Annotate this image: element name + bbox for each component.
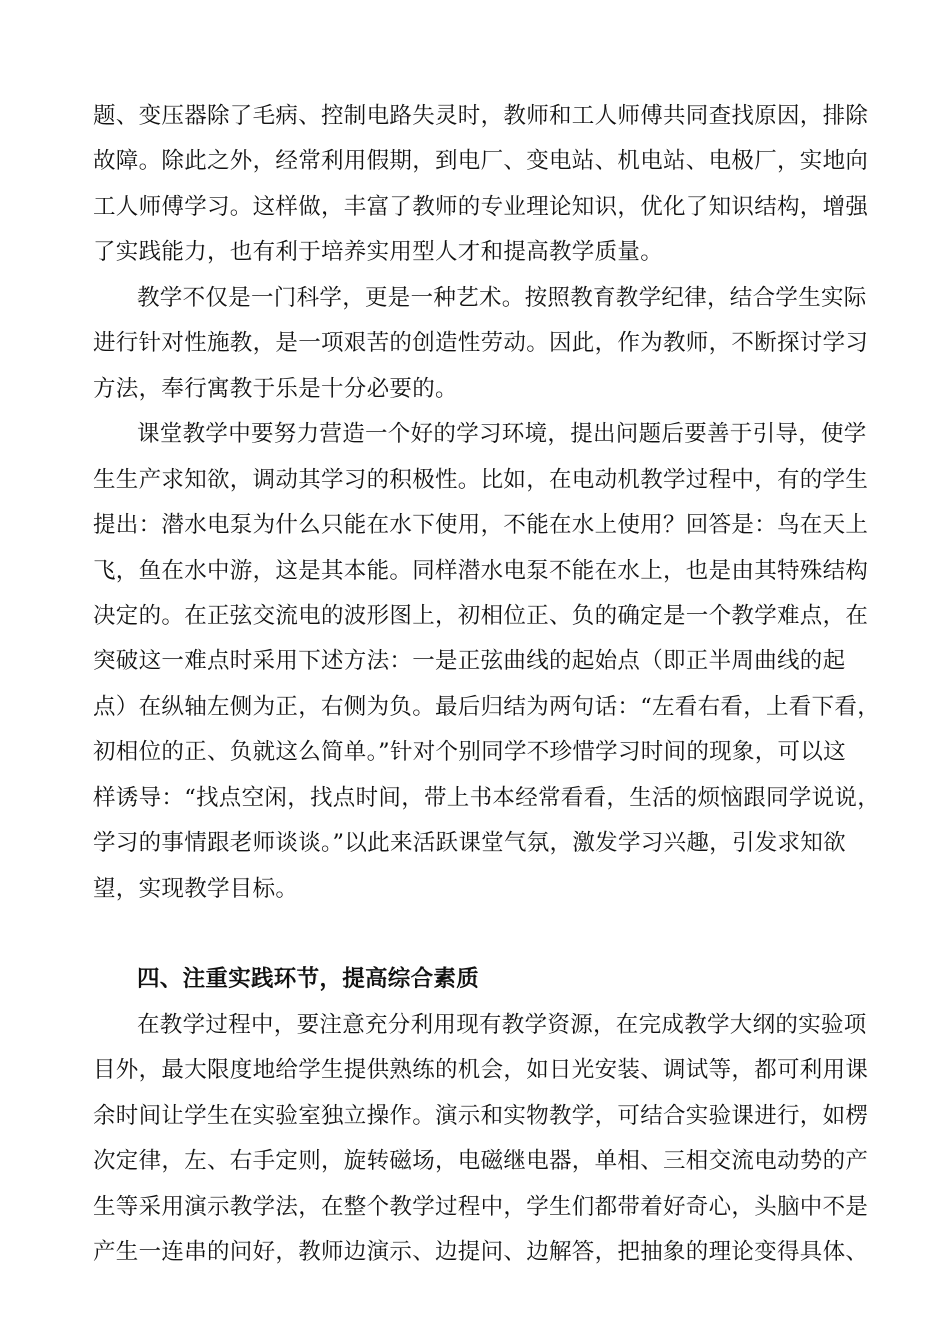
text-line: 飞，鱼在水中游，这是其本能。同样潜水电泵不能在水上，也是由其特殊结构	[93, 558, 869, 584]
text-line: 进行针对性施教，是一项艰苦的创造性劳动。因此，作为教师，不断探讨学习	[93, 330, 869, 356]
text-line: 次定律，左、右手定则，旋转磁场，电磁继电器，单相、三相交流电动势的产	[93, 1148, 869, 1174]
text-line: 突破这一难点时采用下述方法：一是正弦曲线的起始点（即正半周曲线的起	[93, 648, 846, 674]
paragraph-first-line: 教学不仅是一门科学，更是一种艺术。按照教育教学纪律，结合学生实际	[137, 285, 867, 311]
text-line: 余时间让学生在实验室独立操作。演示和实物教学，可结合实验课进行，如楞	[93, 1103, 869, 1129]
text-line: 产生一连串的问好，教师边演示、边提问、边解答，把抽象的理论变得具体、	[93, 1239, 869, 1265]
text-line: 目外，最大限度地给学生提供熟练的机会，如日光安装、调试等，都可利用课	[93, 1057, 869, 1083]
text-line: 提出：潜水电泵为什么只能在水下使用，不能在水上使用？回答是：鸟在天上	[93, 512, 869, 538]
text-line: 题、变压器除了毛病、控制电路失灵时，教师和工人师傅共同查找原因，排除	[93, 103, 869, 129]
paragraph-first-line: 在教学过程中，要注意充分利用现有教学资源，在完成教学大纲的实验项	[137, 1012, 867, 1038]
text-line: 点）在纵轴左侧为正，右侧为负。最后归结为两句话：“左看右看，上看下看，	[93, 694, 881, 720]
text-line: 了实践能力，也有利于培养实用型人才和提高教学质量。	[93, 239, 664, 265]
section-heading: 四、注重实践环节，提高综合素质	[137, 966, 480, 992]
text-line: 样诱导：“找点空闲，找点时间，带上书本经常看看，生活的烦恼跟同学说说，	[93, 785, 881, 811]
text-line: 生生产求知欲，调动其学习的积极性。比如，在电动机教学过程中，有的学生	[93, 467, 869, 493]
text-line: 工人师傅学习。这样做，丰富了教师的专业理论知识，优化了知识结构，增强	[93, 194, 869, 220]
paragraph-first-line: 课堂教学中要努力营造一个好的学习环境，提出问题后要善于引导，使学	[137, 421, 867, 447]
text-line: 方法，奉行寓教于乐是十分必要的。	[93, 376, 458, 402]
text-line: 生等采用演示教学法，在整个教学过程中，学生们都带着好奇心，头脑中不是	[93, 1194, 869, 1220]
text-line: 学习的事情跟老师谈谈。”以此来活跃课堂气氛，激发学习兴趣，引发求知欲	[93, 830, 846, 856]
text-line: 望，实现教学目标。	[93, 876, 299, 902]
text-line: 初相位的正、负就这么简单。”针对个别同学不珍惜学习时间的现象，可以这	[93, 739, 846, 765]
text-line: 故障。除此之外，经常利用假期，到电厂、变电站、机电站、电极厂，实地向	[93, 148, 869, 174]
text-line: 决定的。在正弦交流电的波形图上，初相位正、负的确定是一个教学难点，在	[93, 603, 869, 629]
